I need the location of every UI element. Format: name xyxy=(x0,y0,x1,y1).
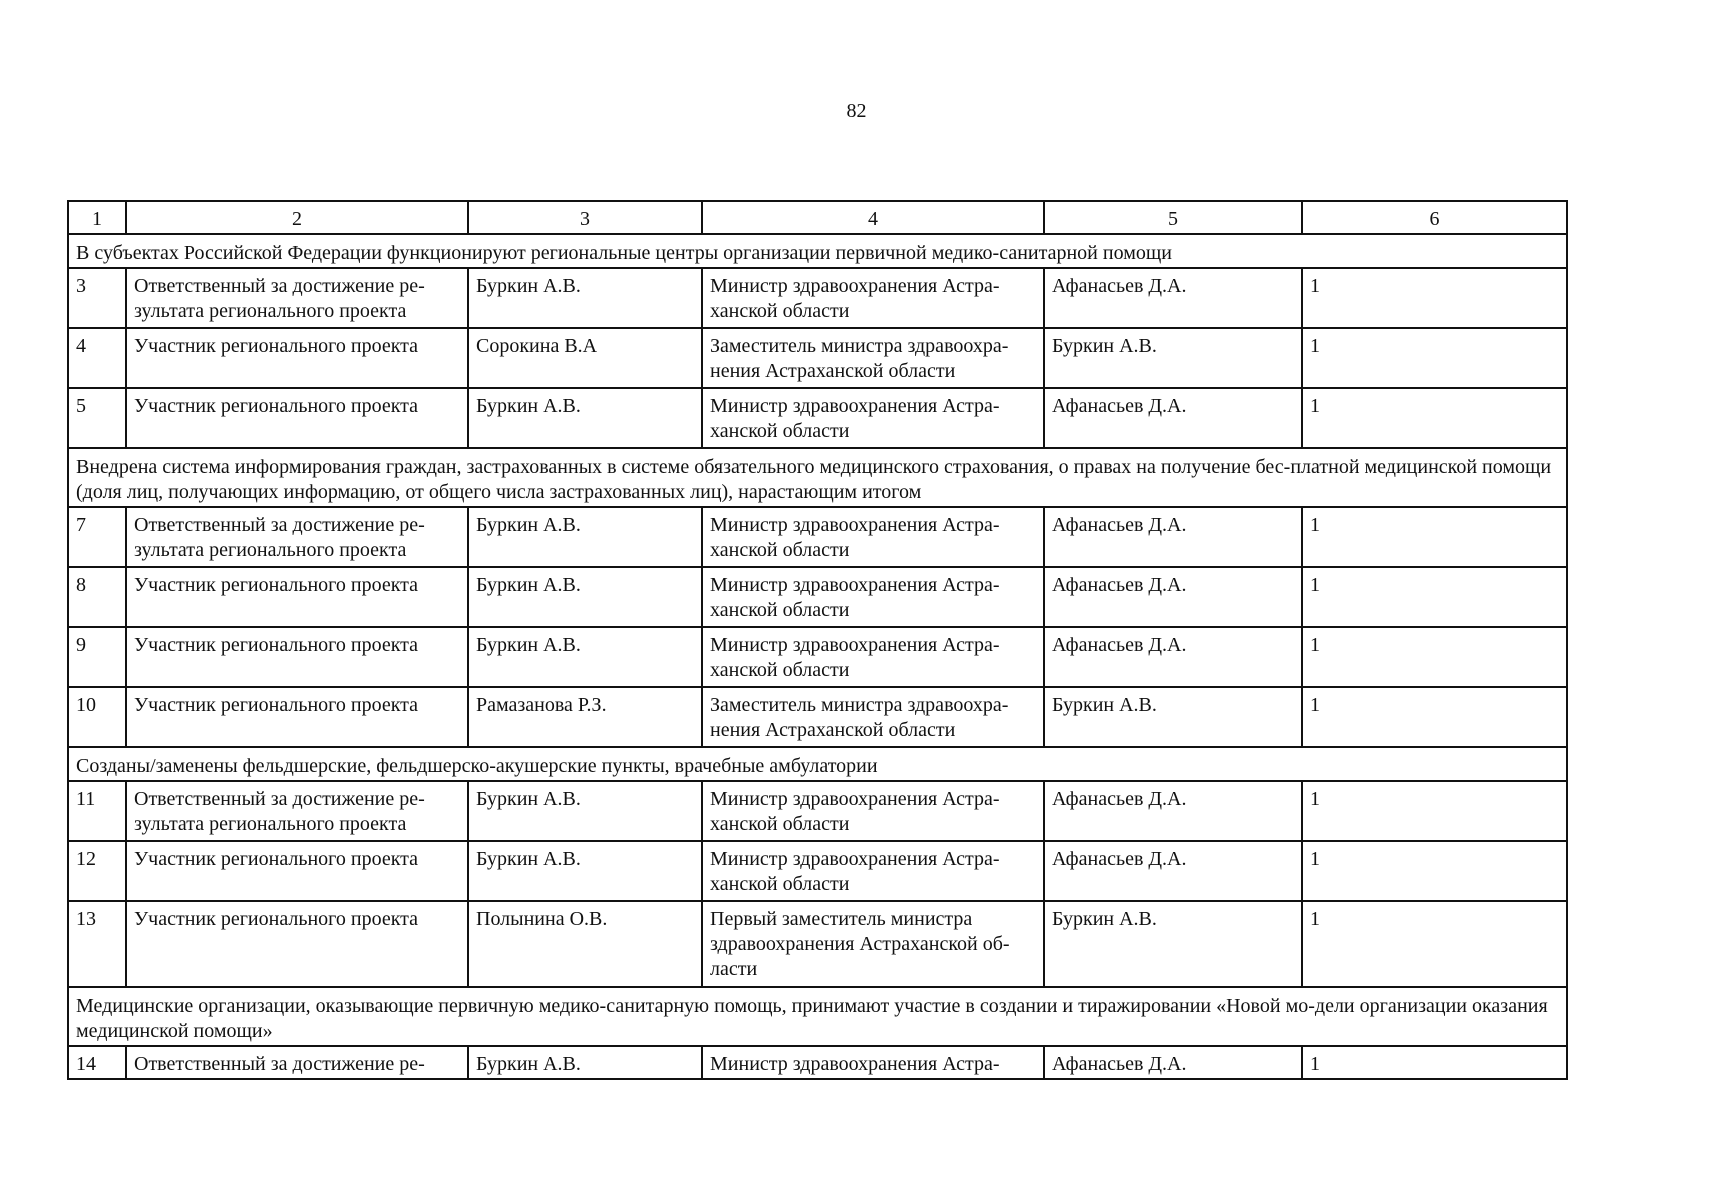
position-cell: Министр здравоохранения Астра-ханской области xyxy=(702,268,1044,328)
row-number: 8 xyxy=(68,567,126,627)
role-cell: Участник регионального проекта xyxy=(126,567,468,627)
header-cell: 2 xyxy=(126,201,468,234)
workload-cell: 1 xyxy=(1302,388,1567,448)
table-row xyxy=(68,507,1567,567)
person-cell: Буркин А.В. xyxy=(468,627,702,687)
table-row xyxy=(68,781,1567,841)
table-row xyxy=(68,328,1567,388)
workload-cell: 1 xyxy=(1302,507,1567,567)
section-title: В субъектах Российской Федерации функционируют региональные центры организации первичной медико-санитарной помощи xyxy=(68,234,1567,268)
person-cell: Буркин А.В. xyxy=(468,507,702,567)
role-cell: Ответственный за достижение ре- xyxy=(126,1046,468,1079)
person-cell: Буркин А.В. xyxy=(468,268,702,328)
workload-cell: 1 xyxy=(1302,687,1567,747)
supervisor-cell: Буркин А.В. xyxy=(1044,328,1302,388)
position-cell: Первый заместитель министра здравоохранения Астраханской об-ласти xyxy=(702,901,1044,987)
table-row xyxy=(68,901,1567,987)
role-cell: Участник регионального проекта xyxy=(126,328,468,388)
supervisor-cell: Афанасьев Д.А. xyxy=(1044,1046,1302,1079)
header-cell: 4 xyxy=(702,201,1044,234)
workload-cell: 1 xyxy=(1302,841,1567,901)
table-row xyxy=(68,268,1567,328)
position-cell: Заместитель министра здравоохра-нения Астраханской области xyxy=(702,328,1044,388)
workload-cell: 1 xyxy=(1302,567,1567,627)
section-title: Внедрена система информирования граждан, застрахованных в системе обязательного медицинского страхования, о правах на получение бес-платной медицинской помощи (доля лиц, получающих информацию, от общего числа застрахованных лиц), нарастающим итогом xyxy=(68,448,1567,507)
table-row xyxy=(68,627,1567,687)
role-cell: Ответственный за достижение ре-зультата регионального проекта xyxy=(126,507,468,567)
row-number: 14 xyxy=(68,1046,126,1079)
table-row xyxy=(68,687,1567,747)
row-number: 3 xyxy=(68,268,126,328)
section-title-row xyxy=(68,987,1567,1046)
workload-cell: 1 xyxy=(1302,627,1567,687)
position-cell: Министр здравоохранения Астра-ханской области xyxy=(702,781,1044,841)
position-cell: Заместитель министра здравоохра-нения Астраханской области xyxy=(702,687,1044,747)
supervisor-cell: Афанасьев Д.А. xyxy=(1044,268,1302,328)
person-cell: Буркин А.В. xyxy=(468,1046,702,1079)
person-cell: Полынина О.В. xyxy=(468,901,702,987)
role-cell: Ответственный за достижение ре-зультата регионального проекта xyxy=(126,268,468,328)
person-cell: Рамазанова Р.З. xyxy=(468,687,702,747)
person-cell: Буркин А.В. xyxy=(468,388,702,448)
supervisor-cell: Буркин А.В. xyxy=(1044,687,1302,747)
person-cell: Буркин А.В. xyxy=(468,841,702,901)
role-cell: Участник регионального проекта xyxy=(126,388,468,448)
section-title-row xyxy=(68,448,1567,507)
table-row xyxy=(68,388,1567,448)
role-cell: Ответственный за достижение ре-зультата регионального проекта xyxy=(126,781,468,841)
section-title: Созданы/заменены фельдшерские, фельдшерско-акушерские пункты, врачебные амбулатории xyxy=(68,747,1567,781)
row-number: 10 xyxy=(68,687,126,747)
workload-cell: 1 xyxy=(1302,1046,1567,1079)
position-cell: Министр здравоохранения Астра-ханской области xyxy=(702,567,1044,627)
row-number: 11 xyxy=(68,781,126,841)
supervisor-cell: Афанасьев Д.А. xyxy=(1044,841,1302,901)
table-row xyxy=(68,841,1567,901)
supervisor-cell: Буркин А.В. xyxy=(1044,901,1302,987)
position-cell: Министр здравоохранения Астра-ханской области xyxy=(702,507,1044,567)
person-cell: Буркин А.В. xyxy=(468,781,702,841)
role-cell: Участник регионального проекта xyxy=(126,841,468,901)
person-cell: Сорокина В.А xyxy=(468,328,702,388)
header-cell: 1 xyxy=(68,201,126,234)
section-title-row xyxy=(68,234,1567,268)
header-row xyxy=(68,201,1567,234)
row-number: 9 xyxy=(68,627,126,687)
workload-cell: 1 xyxy=(1302,901,1567,987)
workload-cell: 1 xyxy=(1302,781,1567,841)
position-cell: Министр здравоохранения Астра-ханской области xyxy=(702,627,1044,687)
role-cell: Участник регионального проекта xyxy=(126,901,468,987)
table-row xyxy=(68,567,1567,627)
header-cell: 5 xyxy=(1044,201,1302,234)
supervisor-cell: Афанасьев Д.А. xyxy=(1044,781,1302,841)
row-number: 7 xyxy=(68,507,126,567)
table-row xyxy=(68,1046,1567,1079)
header-cell: 3 xyxy=(468,201,702,234)
supervisor-cell: Афанасьев Д.А. xyxy=(1044,567,1302,627)
supervisor-cell: Афанасьев Д.А. xyxy=(1044,507,1302,567)
row-number: 5 xyxy=(68,388,126,448)
role-cell: Участник регионального проекта xyxy=(126,627,468,687)
person-cell: Буркин А.В. xyxy=(468,567,702,627)
row-number: 12 xyxy=(68,841,126,901)
position-cell: Министр здравоохранения Астра-ханской области xyxy=(702,841,1044,901)
section-title-row xyxy=(68,747,1567,781)
supervisor-cell: Афанасьев Д.А. xyxy=(1044,627,1302,687)
row-number: 4 xyxy=(68,328,126,388)
workload-cell: 1 xyxy=(1302,328,1567,388)
page-number: 82 xyxy=(846,100,867,122)
supervisor-cell: Афанасьев Д.А. xyxy=(1044,388,1302,448)
header-cell: 6 xyxy=(1302,201,1567,234)
workload-cell: 1 xyxy=(1302,268,1567,328)
position-cell: Министр здравоохранения Астра-ханской области xyxy=(702,388,1044,448)
position-cell: Министр здравоохранения Астра- xyxy=(702,1046,1044,1079)
section-title: Медицинские организации, оказывающие первичную медико-санитарную помощь, принимают участие в создании и тиражировании «Новой мо-дели организации оказания медицинской помощи» xyxy=(68,987,1567,1046)
responsibility-table xyxy=(67,200,1568,1080)
row-number: 13 xyxy=(68,901,126,987)
role-cell: Участник регионального проекта xyxy=(126,687,468,747)
